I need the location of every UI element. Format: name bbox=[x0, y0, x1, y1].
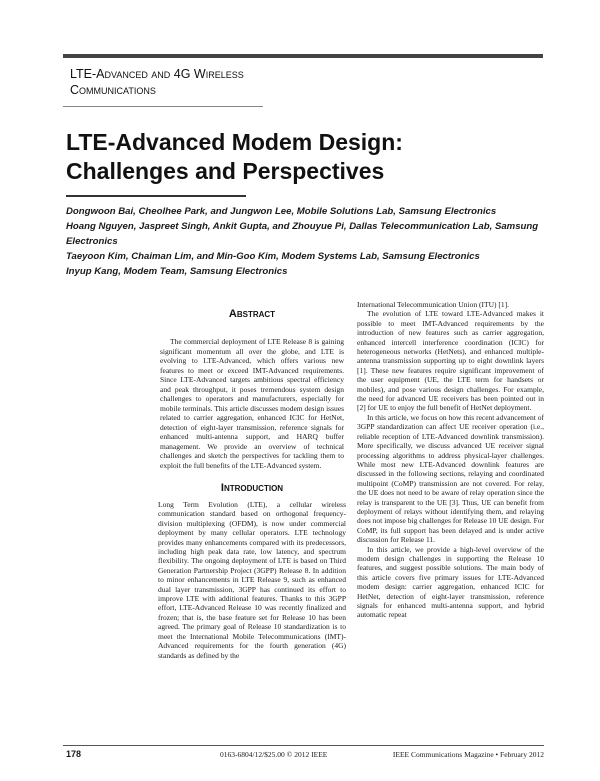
section-divider bbox=[63, 106, 263, 107]
introduction-paragraph: Long Term Evolution (LTE), a cellular wireless communication standard based on orthogonal frequency-division multiplexing (OFDM), is now under commercial deployment by many cellular operators. LTE technology provides many enhancements compared with its predecessors, including high peak data rate, low latency, and spectrum flexibility. The ongoing deployment of LTE is based on Third Generation Partnership Project (3GPP) Release 8. In addition to minor enhancements in LTE Release 9, such as enhanced dual layer transmission, 3GPP has continued its effort to improve LTE with additional features. Thanks to this 3GPP effort, LTE-Advanced Release 10 was recently finalized and frozen; that is, the base feature set for Release 10 has been agreed. The primary goal of Release 10 standardization is to meet the International Mobile Telecommunications (IMT)-Advanced requirements for the fourth generation (4G) standards as defined by the bbox=[158, 500, 346, 660]
body-paragraph: In this article, we focus on how this recent advancement of 3GPP standardization can affect UE receiver operation (i.e., reliable reception of LTE-Advanced downlink transmission). More specifically, we discuss advanced UE receiver signal processing algorithms to address physical-layer challenges. While most new LTE-Advanced downlink features are discussed in the following sections, relaying and coordinated multipoint (CoMP) transmission are not covered. For relay, the UE does not need to be aware of relay operation since the relay is transparent to the UE [3]. Thus, UE can benefit from deployment of relays without identifying them, and relaying does not impose big challenges for Release 10 UE design. For CoMP, its full support has been delayed and is under active discussion for Release 11. bbox=[357, 412, 544, 545]
page-number: 178 bbox=[66, 749, 82, 759]
introduction-heading: Introduction bbox=[220, 482, 284, 494]
article-title bbox=[66, 128, 546, 186]
body-paragraph: The evolution of LTE toward LTE-Advanced makes it possible to meet IMT-Advanced requirements by the introduction of new features such as carrier aggregation, enhanced intercell interference coordination (ICIC) for heterogeneous networks (HetNets), and enhanced multiple-antenna transmission supporting up to eight downlink layers [1]. These new features require significant improvement of the user equipment (UE, the LTE term for handsets or mobiles), and pose various design challenges. For example, the need for advanced UE receivers has been pointed out in [2] for UE to enjoy the full benefit of HetNet deployment. bbox=[357, 309, 544, 413]
section-label bbox=[70, 66, 370, 98]
magazine-line: IEEE Communications Magazine • February 2012 bbox=[392, 750, 544, 759]
author-line: Inyup Kang, Modem Team, Samsung Electronics bbox=[66, 266, 288, 277]
author-list bbox=[66, 204, 546, 279]
abstract-text: The commercial deployment of LTE Release 8 is gaining significant momentum all over the globe, and LTE is evolving to LTE-Advanced, which offers various new features to meet or exceed IMT-Advanced requirements. Since LTE-Advanced targets ambitious spectral efficiency and peak throughput, it poses tremendous system design challenges to operators and manufacturers, especially for mobile terminals. This article discusses modem design issues related to carrier aggregation, enhanced ICIC for HetNet, detection of eight-layer transmission, reference signals for enhanced multi-antenna support, and HARQ buffer management. We provide an overview of technical challenges and sketch the perspectives for tackling them to exploit the full benefits of the LTE-Advanced system. bbox=[160, 337, 344, 470]
header-bar bbox=[63, 54, 543, 58]
author-line: Dongwoon Bai, Cheolhee Park, and Jungwon Lee, Mobile Solutions Lab, Samsung Electronics bbox=[66, 206, 497, 217]
author-line: Hoang Nguyen, Jaspreet Singh, Ankit Gupta, and Zhouyue Pi, Dallas Telecommunication Lab, Samsung Electronics bbox=[66, 221, 539, 247]
body-paragraph: In this article, we provide a high-level overview of the modem design challenges in supporting the Release 10 features, and suggest possible solutions. The main body of this article covers five primary issues for LTE-Advanced modem design: carrier aggregation, enhanced ICIC for HetNet, detection of eight-layer transmission, reference signals for enhanced multi-antenna support, and hybrid automatic repeat bbox=[357, 544, 544, 620]
author-line: Taeyoon Kim, Chaiman Lim, and Min-Goo Kim, Modem Systems Lab, Samsung Electronics bbox=[66, 251, 480, 262]
left-column bbox=[158, 302, 346, 660]
title-line1: LTE-Advanced Modem Design: bbox=[66, 129, 403, 155]
body-paragraph: International Telecommunication Union (ITU) [1]. bbox=[357, 300, 509, 309]
footer-divider bbox=[63, 745, 544, 746]
abstract-heading: Abstract bbox=[228, 308, 276, 320]
right-column bbox=[357, 300, 544, 620]
issn-line: 0163-6804/12/$25.00 © 2012 IEEE bbox=[220, 750, 328, 759]
title-line2: Challenges and Perspectives bbox=[66, 158, 385, 184]
section-label-line1: LTE-Advanced and 4G Wireless bbox=[70, 67, 244, 81]
section-label-line2: Communications bbox=[70, 83, 156, 97]
title-divider bbox=[66, 195, 246, 197]
